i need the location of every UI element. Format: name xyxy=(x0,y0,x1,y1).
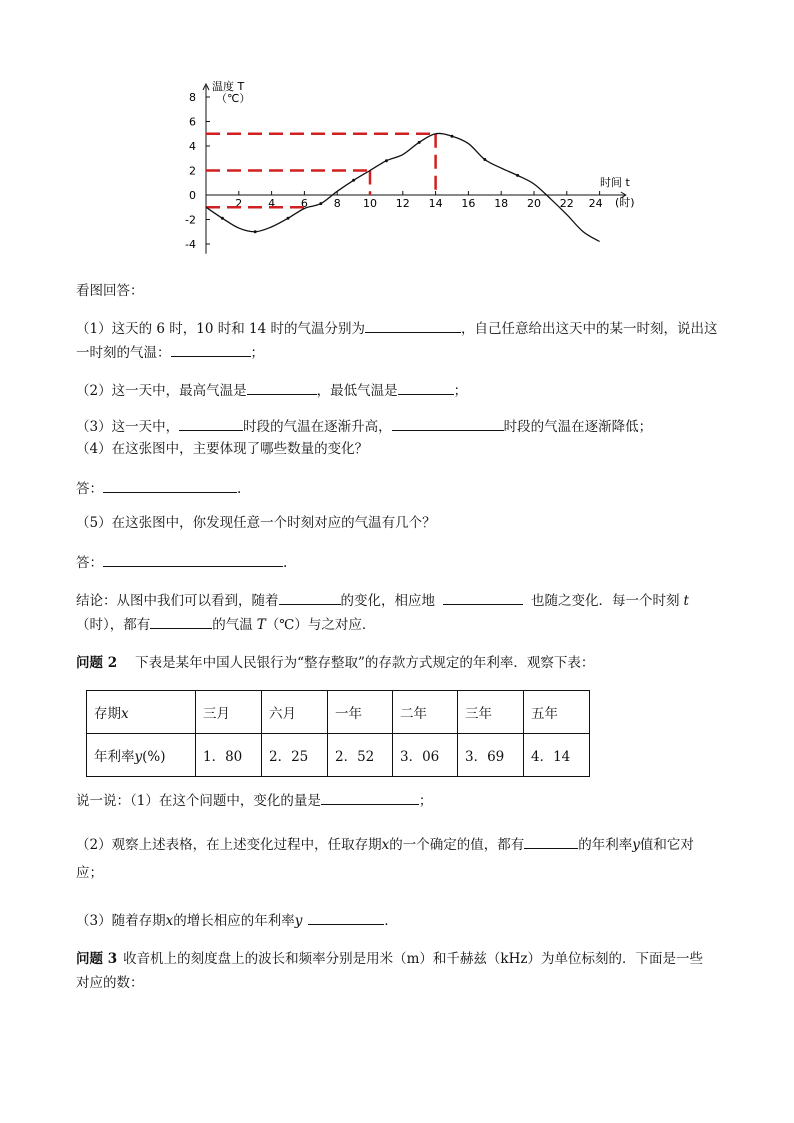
y-tick-label: 6 xyxy=(189,115,196,129)
answer-blank[interactable] xyxy=(103,552,283,567)
say-3-text: （3）随着存期 xyxy=(76,913,166,929)
answer-blank[interactable] xyxy=(308,910,384,925)
question-1-text: （1）这天的 6 时，10 时和 14 时的气温分别为 xyxy=(76,321,365,337)
answer-prefix: 答： xyxy=(76,555,103,571)
table-cell: 4．14 xyxy=(524,734,590,777)
say-question-3 xyxy=(76,910,398,930)
problem-2-text: 下表是某年中国人民银行为“整存整取”的存款方式规定的年利率．观察下表： xyxy=(135,655,595,671)
data-point xyxy=(451,135,454,138)
x-tick-label: 22 xyxy=(559,197,574,210)
punct: . xyxy=(237,481,242,497)
say-question-1 xyxy=(76,790,432,810)
var-y: y xyxy=(632,837,640,853)
table-cell: 二年 xyxy=(393,691,458,734)
table-cell: 1．80 xyxy=(196,734,262,777)
punct: ； xyxy=(453,383,468,399)
table-row xyxy=(87,734,590,777)
question-3-text: （3）这一天中， xyxy=(76,419,180,435)
data-point xyxy=(352,179,355,182)
x-tick-label: 24 xyxy=(588,197,603,210)
table-header-cell: 年利率y(%) xyxy=(87,734,196,777)
problem-3-line2: 对应的数： xyxy=(76,975,144,991)
answer-blank[interactable] xyxy=(398,380,454,395)
data-point xyxy=(516,174,519,177)
say-2-text-b: 的一个确定的值，都有 xyxy=(389,837,525,853)
table-cell: 一年 xyxy=(328,691,393,734)
x-tick-label: 18 xyxy=(494,197,509,210)
question-2-text-b: ，最低气温是 xyxy=(316,383,398,399)
x-tick-label: 14 xyxy=(428,197,443,210)
question-2 xyxy=(76,380,467,400)
data-point xyxy=(319,202,322,205)
x-tick-label: 12 xyxy=(395,197,410,210)
table-cell: 2．52 xyxy=(328,734,393,777)
x-tick-label: 2 xyxy=(235,197,243,210)
table-cell: 三年 xyxy=(458,691,524,734)
conclusion-text: 结论：从图中我们可以看到，随着 xyxy=(76,593,279,609)
question-1-line2 xyxy=(76,342,264,362)
y-tick-label: -2 xyxy=(185,213,196,227)
data-point xyxy=(254,230,257,233)
answer-blank[interactable] xyxy=(247,380,317,395)
problem-3-label: 问题 3 xyxy=(76,951,118,967)
x-tick-label: 8 xyxy=(333,197,341,210)
conclusion-text-e: 的气温 xyxy=(212,617,253,633)
table-row xyxy=(87,691,590,734)
say-2-text: （2）观察上述表格，在上述变化过程中，任取存期 xyxy=(76,837,382,853)
var-t: t xyxy=(683,593,689,609)
chart-xunit: (时) xyxy=(615,196,635,209)
x-tick-label: 10 xyxy=(363,197,377,210)
answer-blank[interactable] xyxy=(279,590,341,605)
temperature-chart xyxy=(185,78,650,258)
conclusion-line2 xyxy=(76,614,375,634)
say-2-text-d: 值和它对 xyxy=(639,837,694,853)
x-tick-label: 6 xyxy=(300,197,308,210)
question-3 xyxy=(76,416,652,436)
chart-ylabel: 温度 T xyxy=(212,80,245,93)
x-tick-label: 20 xyxy=(527,197,541,210)
x-tick-label: 16 xyxy=(461,197,476,210)
answer-blank[interactable] xyxy=(171,342,251,357)
chart-xlabel: 时间 t xyxy=(600,176,630,189)
table-cell: 五年 xyxy=(524,691,590,734)
problem-3-line1 xyxy=(76,950,703,968)
chart-axes xyxy=(185,84,626,254)
punct: . xyxy=(283,555,288,571)
question-1-text-c: 一时刻的气温： xyxy=(76,345,171,361)
problem-2-label: 问题 2 xyxy=(76,655,118,671)
data-point xyxy=(418,141,421,144)
data-point xyxy=(483,158,486,161)
answer-blank[interactable] xyxy=(524,834,578,849)
chart-series xyxy=(206,133,600,241)
answer-prefix: 答： xyxy=(76,481,103,497)
question-5: （5）在这张图中，你发现任意一个时刻对应的气温有几个？ xyxy=(76,515,436,531)
var-y: y xyxy=(294,913,303,929)
table-header-cell: 存期x xyxy=(87,691,196,734)
say-question-2-line1 xyxy=(76,834,694,854)
conclusion-text-d: （时），都有 xyxy=(76,617,151,633)
data-point xyxy=(287,217,290,220)
answer-blank[interactable] xyxy=(150,614,212,629)
answer-blank[interactable] xyxy=(179,416,243,431)
answer-blank[interactable] xyxy=(321,790,419,805)
chart-yunit: （℃） xyxy=(216,92,251,105)
question-3-text-b: 时段的气温在逐渐升高， xyxy=(243,419,392,435)
conclusion-line1 xyxy=(76,590,689,610)
y-tick-label: -4 xyxy=(185,238,196,251)
conclusion-text-f: （℃）与之对应． xyxy=(265,617,376,633)
answer-blank[interactable] xyxy=(392,416,504,431)
question-2-text: （2）这一天中，最高气温是 xyxy=(76,383,247,399)
y-tick-label: 8 xyxy=(189,91,196,104)
problem-3-text: 收音机上的刻度盘上的波长和频率分别是用米（m）和千赫兹（kHz）为单位标刻的．下面是一些 xyxy=(123,951,703,967)
say-question-2-line2: 应； xyxy=(76,865,103,881)
question-1-text-b: ，自己任意给出这天中的某一时刻，说出这 xyxy=(461,321,718,337)
answer-blank[interactable] xyxy=(103,478,237,493)
table-cell: 六月 xyxy=(262,691,328,734)
y-tick-label: 2 xyxy=(189,164,196,178)
temperature-line xyxy=(206,133,600,241)
table-cell: 3．06 xyxy=(393,734,458,777)
table-cell: 2．25 xyxy=(262,734,328,777)
problem-2-heading xyxy=(76,654,594,672)
say-2-text-c: 的年利率 xyxy=(578,837,633,853)
conclusion-text-b: 的变化，相应地 xyxy=(340,593,435,609)
question-3-text-c: 时段的气温在逐渐降低； xyxy=(503,419,653,435)
answer-blank[interactable] xyxy=(365,318,461,333)
data-point xyxy=(385,159,388,162)
var-x: x xyxy=(165,913,174,929)
table-cell: 三月 xyxy=(196,691,262,734)
say-text: 说一说：（1）在这个问题中，变化的量是 xyxy=(76,793,321,809)
data-point xyxy=(221,217,224,220)
x-tick-label: 4 xyxy=(268,197,276,210)
intro-text: 看图回答： xyxy=(76,283,144,299)
question-1-line1 xyxy=(76,318,718,338)
var-T: T xyxy=(256,617,266,633)
say-3-text-b: 的增长相应的年利率 xyxy=(173,913,295,929)
y-tick-label: 0 xyxy=(189,189,196,202)
answer-5 xyxy=(76,552,287,572)
rates-table xyxy=(86,690,590,777)
punct: ； xyxy=(250,345,264,361)
var-x: x xyxy=(381,837,390,853)
conclusion-text-c: 也随之变化．每一个时刻 xyxy=(531,593,680,609)
table-cell: 3．69 xyxy=(458,734,524,777)
answer-blank[interactable] xyxy=(443,590,523,605)
punct: ． xyxy=(384,913,398,929)
punct: ； xyxy=(418,793,433,809)
y-tick-label: 4 xyxy=(189,140,196,153)
question-4: （4）在这张图中，主要体现了哪些数量的变化？ xyxy=(76,441,369,457)
answer-4 xyxy=(76,478,241,498)
